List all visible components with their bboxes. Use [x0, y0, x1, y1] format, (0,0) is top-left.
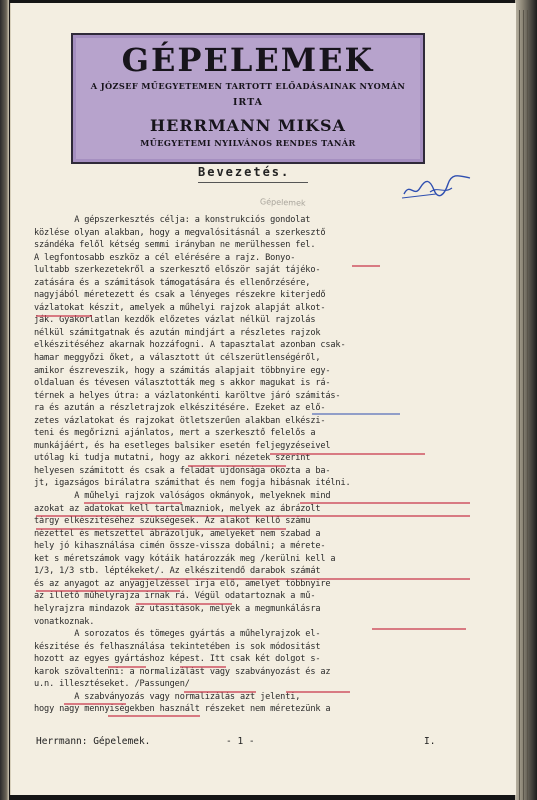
- body-line: az illető műhelyrajza irnak rá. Végül odatartoznak a mű-: [34, 591, 316, 602]
- body-line: hogy nagy mennyiségekben használt részeket nem méretezünk a: [34, 704, 331, 715]
- body-line: ket s méretszámok vagy kótáik határozzák meg /kerülni kell a: [34, 553, 336, 564]
- handwritten-signature: [400, 172, 475, 202]
- footer-left: Herrmann: Gépelemek.: [36, 736, 151, 747]
- body-line: hamar meggyőzi őket, a választott út célszerütlenségéről,: [34, 353, 321, 364]
- body-line: A műhelyi rajzok valóságos okmányok, melyeknek mind: [34, 491, 331, 502]
- author-name: HERRMANN MIKSA: [150, 116, 346, 135]
- body-line: elkészitéséhez akarnak hozzáfogni. A tapasztalat azonban csak-: [34, 340, 346, 351]
- body-line: nagyjából méretezett és csak a lényeges részekre kiterjedő: [34, 290, 326, 301]
- body-line: tárgy elkészitéséhez szükségesek. Az alakot kellő számu: [34, 516, 311, 527]
- body-line: A szabványozás vagy normalizálás azt jelenti,: [34, 691, 301, 702]
- body-line: helyrajzra mindazok az utasitások, melyek a megmunkálásra: [34, 603, 321, 614]
- body-line: ra és azután a részletrajzok elkészitésére. Ezeket az elő-: [34, 403, 326, 414]
- chapter-number: I.: [424, 736, 436, 747]
- body-line: készitése és felhasználása tekintetében is sok módositást: [34, 641, 321, 652]
- body-line: térnek a helyes útra: a vázlatonkénti karöltve járó számitás-: [34, 390, 341, 401]
- body-line: lultabb szerkezetekről a szerkesztő először saját tájéko-: [34, 265, 321, 276]
- body-line: nézettel és metszettel ábrázoljuk, amelyeket nem szabad a: [34, 528, 321, 539]
- body-line: helyesen számitott és csak a feladat ujdonsága okozta a ba-: [34, 465, 331, 476]
- pencil-note: Gépelemek: [259, 197, 306, 208]
- body-line: zatására és a számitások támogatására és ellenőrzésére,: [34, 277, 311, 288]
- body-line: oldaluan és tévesen választották meg s akkor magukat is rá-: [34, 378, 331, 389]
- body-line: vonatkoznak.: [34, 616, 95, 627]
- book-gutter: [0, 0, 9, 800]
- body-line: nélkül számitgatnak és azután mindjárt a részletes rajzok: [34, 327, 321, 338]
- body-line: A sorozatos és tömeges gyártás a műhelyrajzok el-: [34, 629, 321, 640]
- body-line: közlése olyan alakban, hogy a megvalósitásnál a szerkesztő: [34, 227, 326, 238]
- author-title: MŰEGYETEMI NYILVÁNOS RENDES TANÁR: [140, 138, 356, 148]
- body-line: azokat az adatokat kell tartalmazniok, melyek az ábrázolt: [34, 503, 321, 514]
- body-line: zetes vázlatokat és rajzokat ötletszerűen alakban elkészi-: [34, 415, 326, 426]
- body-line: és az anyagot az anyagjelzéssel irja elő, amelyet többnyire: [34, 578, 331, 589]
- page-number: - 1 -: [226, 736, 255, 747]
- body-line: A gépszerkesztés célja: a konstrukciós gondolat: [34, 215, 311, 225]
- body-line: vázlatokat készit, amelyek a műhelyi rajzok alapját alkot-: [34, 302, 326, 313]
- body-line: 1/3, 1/3 stb. léptékeket/. Az elkészitendő darabok számát: [34, 566, 321, 577]
- heading-underline: [198, 182, 308, 183]
- page-edges: [515, 0, 537, 800]
- book-title: GÉPELEMEK: [121, 41, 375, 79]
- body-line: teni és megőrizni ajánlatos, mert a szerkesztő felelős a: [34, 428, 316, 439]
- body-line: u.n. illesztéseket. /Passungen/: [34, 679, 190, 690]
- body-line: utólag ki tudja mutatni, hogy az akkori nézetek szerint: [34, 453, 311, 464]
- body-line: amikor észreveszik, hogy a számitás alapjait többnyire egy-: [34, 365, 331, 376]
- body-line: karok szövaltenni: a normalizálást vagy szabványozást és az: [34, 666, 331, 677]
- body-line: munkájáért, és ha esetleges balsiker esetén feljegyzéseivel: [34, 440, 331, 451]
- body-line: hely jó kihasználása cimén össze-vissza dobálni; a mérete-: [34, 541, 326, 552]
- book-subtitle: A JÓZSEF MŰEGYETEMEN TARTOTT ELŐADÁSAINAK NYOMÁN: [90, 81, 406, 91]
- body-line: A legfontosabb eszköz a cél elérésére a rajz. Bonyo-: [34, 252, 296, 263]
- body-line: szándéka felől kétség semmi irányban ne merülhessen fel.: [34, 240, 316, 251]
- irta-label: IRTA: [232, 97, 264, 108]
- body-line: ják. Gyakorlatlan kezdők előzetes vázlat nélkül rajzolás: [34, 315, 316, 326]
- body-line: jt, igazságos birálatra számithat és nem fogja hibásnak itélni.: [34, 478, 351, 489]
- section-heading: Bevezetés.: [198, 165, 291, 179]
- title-banner: [71, 33, 425, 164]
- body-line: hozott az egyes gyártáshoz képest. Itt csak két dolgot s-: [34, 654, 321, 665]
- body-text: [34, 214, 484, 716]
